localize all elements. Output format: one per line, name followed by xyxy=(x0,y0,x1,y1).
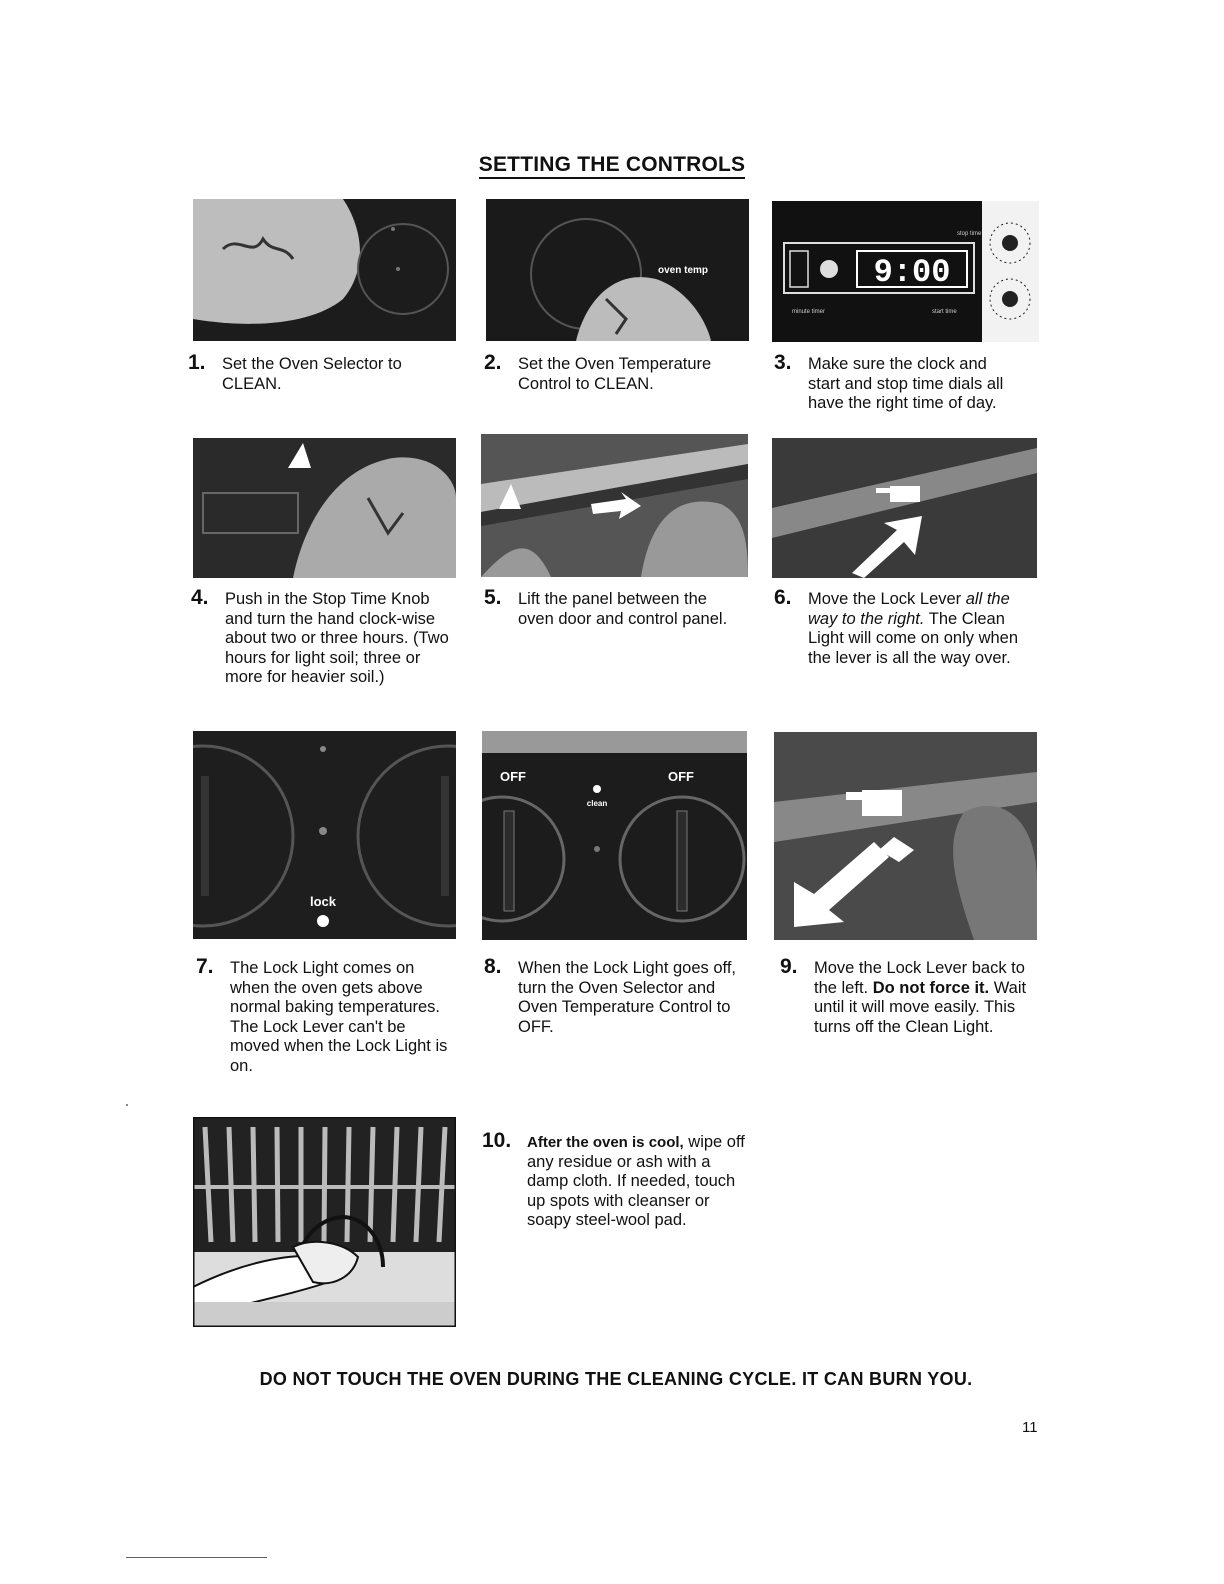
clean-label: clean xyxy=(586,799,608,808)
off-left-label: OFF xyxy=(500,769,526,784)
step-8: 8. When the Lock Light goes off, turn the Oven Selector and Oven Temperature Control to OFF. xyxy=(484,955,737,1036)
speck xyxy=(126,1104,128,1106)
footnote-rule xyxy=(126,1557,267,1558)
photo-oven-selector xyxy=(193,199,456,341)
off-right-label: OFF xyxy=(668,769,694,784)
photo-clock-dials xyxy=(772,201,1039,342)
lock-label: lock xyxy=(309,894,337,909)
step-10: 10. After the oven is cool, wipe off any residue or ash with a damp cloth. If needed, touch up spots with cleanser or soapy steel-wool pad. xyxy=(482,1129,745,1230)
step-5: 5. Lift the panel between the oven door and control panel. xyxy=(484,586,728,628)
step-1: 1. Set the Oven Selector to CLEAN. xyxy=(188,351,402,393)
svg-text:start time: start time xyxy=(932,309,957,315)
photo-controls-off xyxy=(482,731,747,940)
page-title: SETTING THE CONTROLS xyxy=(0,153,1224,177)
lock-light-icon xyxy=(317,915,329,927)
page-number: 11 xyxy=(1022,1419,1038,1436)
photo-lock-light xyxy=(193,731,456,939)
step-3: 3. Make sure the clock and start and stop time dials all have the right time of day. xyxy=(774,351,1004,413)
step-6: 6. Move the Lock Lever all the way to the right. The Clean Light will come on only when the lever is all the way over. xyxy=(774,586,1019,667)
step-4: 4. Push in the Stop Time Knob and turn the hand clock-wise about two or three hours. (Two hours for light soil; three or more for heavier soil.) xyxy=(191,586,449,687)
warning-text: DO NOT TOUCH THE OVEN DURING THE CLEANING CYCLE. IT CAN BURN YOU. xyxy=(259,1369,973,1389)
step-2: 2. Set the Oven Temperature Control to CLEAN. xyxy=(484,351,712,393)
svg-text:stop time: stop time xyxy=(957,231,982,237)
photo-lift-panel xyxy=(481,434,748,577)
clock-display: 9:00 xyxy=(873,254,951,291)
oven-temp-label: oven temp xyxy=(658,265,709,276)
photo-lock-lever-right xyxy=(772,438,1037,578)
svg-text:minute timer: minute timer xyxy=(792,309,826,315)
step-9: 9. Move the Lock Lever back to the left. Do not force it. Wait until it will move easily. This turns off the Clean Light. xyxy=(780,955,1027,1036)
photo-lock-lever-left xyxy=(774,732,1037,940)
photo-oven-temp-control xyxy=(486,199,749,341)
step-7: 7. The Lock Light comes on when the oven gets above normal baking temperatures. The Lock Lever can't be moved when the Lock Light is on. xyxy=(196,955,448,1075)
clean-light-icon xyxy=(593,785,601,793)
photo-stop-time-knob xyxy=(193,438,456,578)
photo-wipe-residue xyxy=(193,1117,456,1327)
